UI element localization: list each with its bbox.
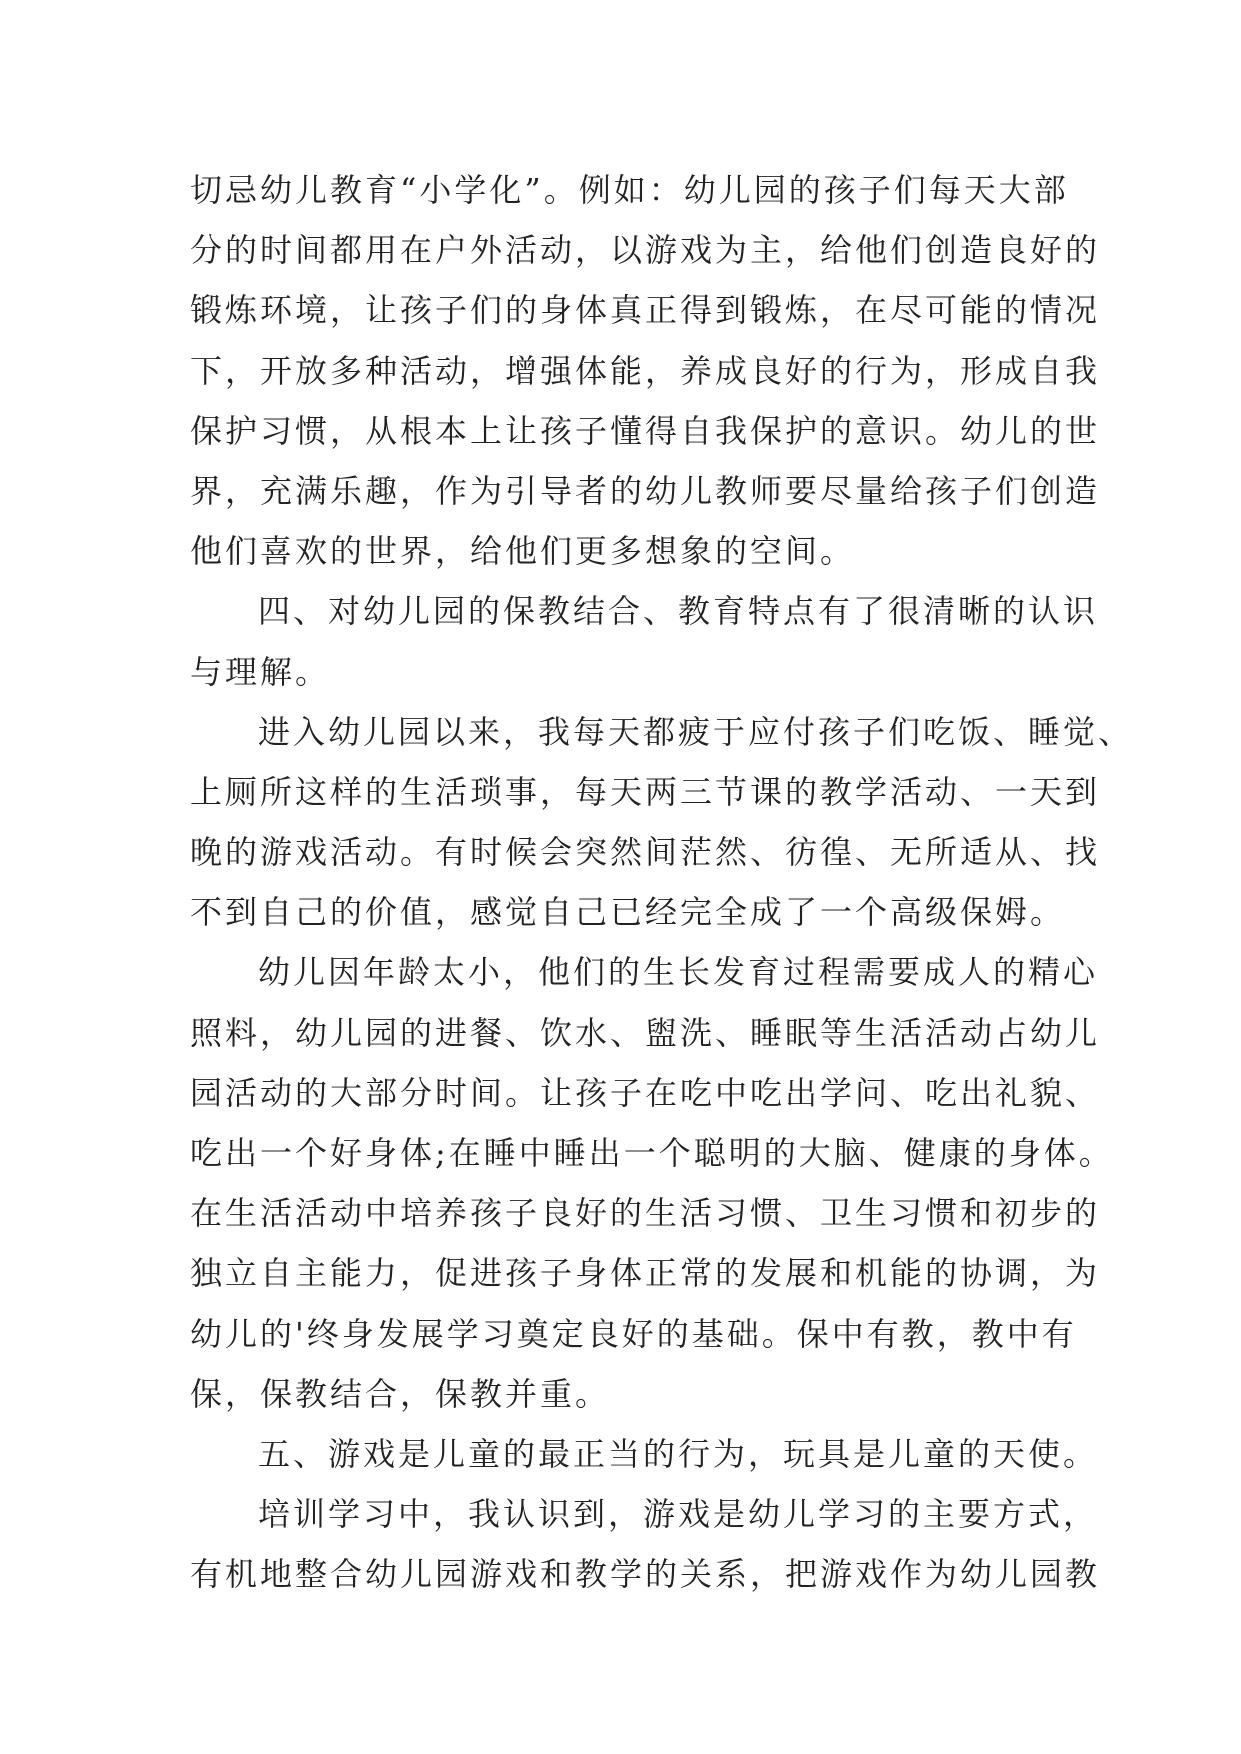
text-line: 他们喜欢的世界，给他们更多想象的空间。: [190, 532, 856, 571]
text-line: 与理解。: [190, 652, 331, 691]
text-line: 下，开放多种活动，增强体能，养成良好的行为，形成自我: [190, 351, 1101, 390]
section-heading-four: 四、对幼儿园的保教结合、教育特点有了很清晰的认识: [258, 592, 1099, 631]
text-line: 幼儿的'终身发展学习奠定良好的基础。保中有教，教中有: [190, 1314, 1077, 1353]
section-heading-five: 五、游戏是儿童的最正当的行为，玩具是儿童的天使。: [258, 1434, 1099, 1473]
text-line: 锻炼环境，让孩子们的身体真正得到锻炼，在尽可能的情况: [190, 291, 1101, 330]
text-line: 在生活活动中培养孩子良好的生活习惯、卫生习惯和初步的: [190, 1194, 1101, 1233]
text-line: 保护习惯，从根本上让孩子懂得自我保护的意识。幼儿的世: [190, 411, 1101, 450]
paragraph-start: 幼儿因年龄太小，他们的生长发育过程需要成人的精心: [258, 953, 1099, 992]
text-line: 吃出一个好身体;在睡中睡出一个聪明的大脑、健康的身体。: [190, 1134, 1114, 1172]
text-line: 保，保教结合，保教并重。: [190, 1374, 611, 1413]
text-line: 园活动的大部分时间。让孩子在吃中吃出学问、吃出礼貌、: [190, 1073, 1101, 1112]
text-line: 切忌幼儿教育“小学化”。例如：幼儿园的孩子们每天大部: [190, 171, 1069, 209]
paragraph-start: 培训学习中，我认识到，游戏是幼儿学习的主要方式，: [258, 1495, 1099, 1534]
document-body: [190, 160, 1134, 1605]
paragraph-start: 进入幼儿园以来，我每天都疲于应付孩子们吃饭、睡觉、: [258, 712, 1134, 751]
text-line: 上厕所这样的生活琐事，每天两三节课的教学活动、一天到: [190, 772, 1101, 811]
text-line: 分的时间都用在户外活动，以游戏为主，给他们创造良好的: [190, 231, 1101, 270]
text-line: 晚的游戏活动。有时候会突然间茫然、彷徨、无所适从、找: [190, 833, 1101, 872]
text-line: 有机地整合幼儿园游戏和教学的关系，把游戏作为幼儿园教: [190, 1555, 1101, 1594]
text-line: 界，充满乐趣，作为引导者的幼儿教师要尽量给孩子们创造: [190, 471, 1101, 510]
text-line: 照料，幼儿园的进餐、饮水、盥洗、睡眠等生活活动占幼儿: [190, 1013, 1101, 1052]
text-line: 不到自己的价值，感觉自己已经完全成了一个高级保姆。: [190, 893, 1066, 932]
text-line: 独立自主能力，促进孩子身体正常的发展和机能的协调，为: [190, 1254, 1101, 1293]
